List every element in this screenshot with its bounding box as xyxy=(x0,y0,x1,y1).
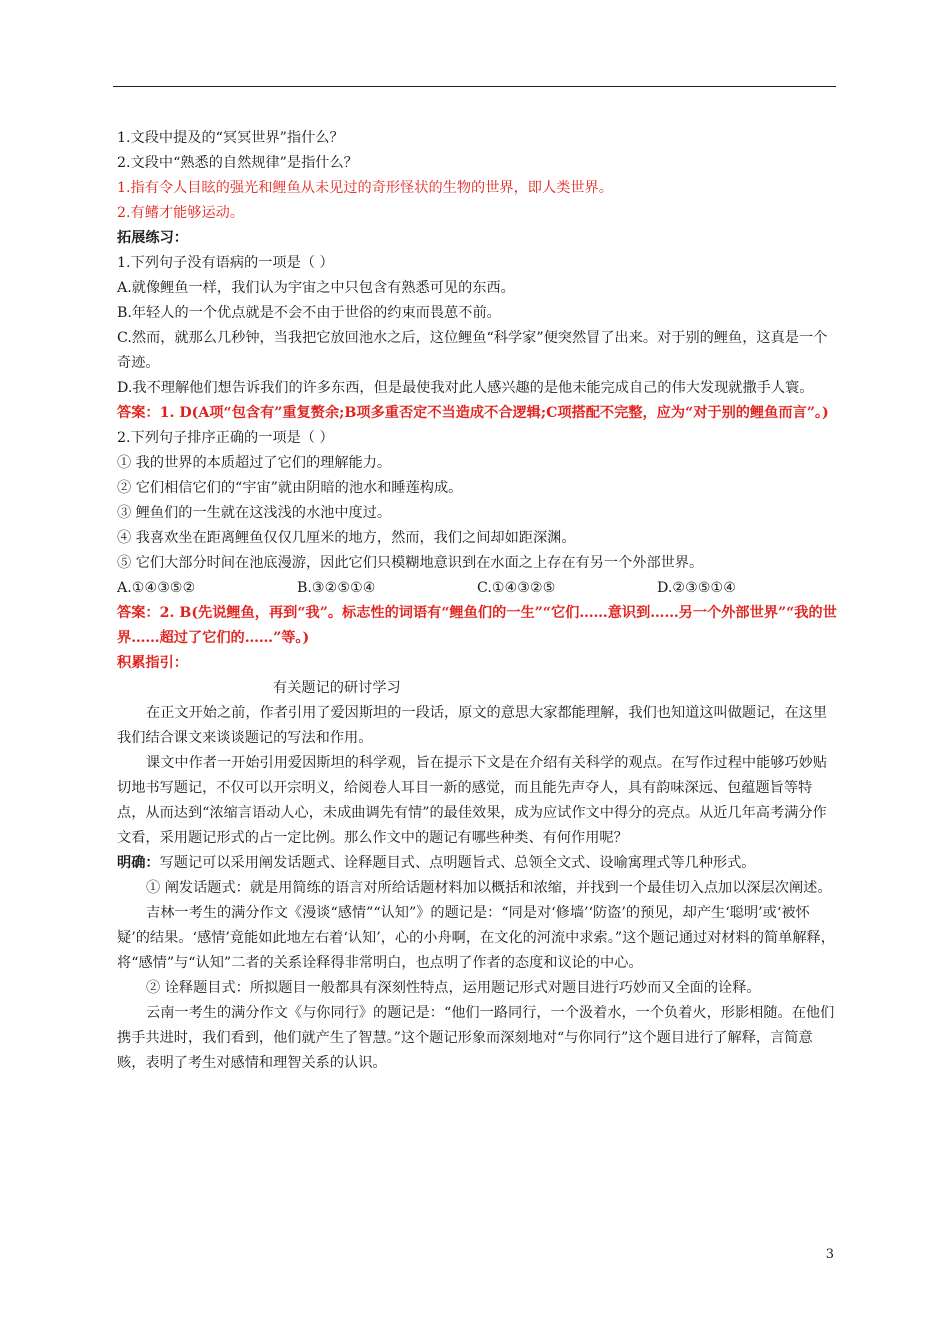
header-rule xyxy=(113,86,836,87)
ex2-stem: 2.下列句子排序正确的一项是（ ） xyxy=(117,430,334,446)
article-paragraph: 吉林一考生的满分作文《漫谈“感情”“认知”》的题记是：“同是对‘修墙’‘防盗’的预见，却产生‘聪明’或‘被怀疑’的结果。‘感情’竟能如此地左右着‘认知’，心的小舟啊，在文化的河流中求索。”这个题记通过对材料的简单解释，将“感情”与“认知”二者的关系诠释得非常明白，也点明了作者的态度和议论的中心。 xyxy=(117,905,835,971)
ex1-answer xyxy=(117,401,837,426)
answer-1: 1.指有令人目眩的强光和鲤鱼从未见过的奇形怪状的生物的世界，即人类世界。 xyxy=(117,180,613,196)
article-title: 有关题记的研讨学习 xyxy=(273,680,401,696)
ex2-sentence-3: ③ 鲤鱼们的一生就在这浅浅的水池中度过。 xyxy=(117,505,392,521)
ex1-option-b: B.年轻人的一个优点就是不会不由于世俗的约束而畏葸不前。 xyxy=(117,305,501,321)
answer-text: 1. D(A项“包含有”重复赘余;B项多重否定不当造成不合逻辑;C项搭配不完整，应为“对于别的鲤鱼而言”。) xyxy=(159,405,829,421)
ex2-sentence-4: ④ 我喜欢坐在距离鲤鱼仅仅几厘米的地方，然而，我们之间却如距深渊。 xyxy=(117,530,576,546)
ex2-option-a: A.①④③⑤② xyxy=(117,580,196,596)
ex2-option-c: C.①④③②⑤ xyxy=(477,580,556,596)
ex1-option-a: A.就像鲤鱼一样，我们认为宇宙之中只包含有熟悉可见的东西。 xyxy=(117,280,515,296)
article-paragraph: 课文中作者一开始引用爱因斯坦的科学观，旨在提示下文是在介绍有关科学的观点。在写作过程中能够巧妙贴切地书写题记，不仅可以开宗明义，给阅卷人耳目一新的感觉，而且能先声夺人，具有韵味深远、包蕴题旨等特点，从而达到“浓缩言语动人心，未成曲调先有情”的最佳效果，成为应试作文中得分的亮点。从近几年高考满分作文看，采用题记形式的占一定比例。那么作文中的题记有哪些种类、有何作用呢？ xyxy=(117,755,828,846)
mingque-text: 写题记可以采用阐发话题式、诠释题目式、点明题旨式、总领全文式、设喻寓理式等几种形式。 xyxy=(159,855,756,871)
ex2-answer xyxy=(117,601,837,651)
answer-text: 2. B(先说鲤鱼，再到“我”。标志性的词语有“鲤鱼们的一生”“它们……意识到……另一个外部世界”“我的世界……超过了它们的……”等。) xyxy=(117,605,837,646)
ex1-stem: 1.下列句子没有语病的一项是（ ） xyxy=(117,255,334,271)
question-1: 1.文段中提及的“冥冥世界”指什么？ xyxy=(117,130,344,146)
ex2-sentence-2: ② 它们相信它们的“宇宙”就由阴暗的池水和睡莲构成。 xyxy=(117,480,463,496)
ex2-option-b: B.③②⑤①④ xyxy=(297,580,376,596)
ex1-option-c: C.然而，就那么几秒钟，当我把它放回池水之后，这位鲤鱼“科学家”便突然冒了出来。对于别的鲤鱼，这真是一个奇迹。 xyxy=(117,330,828,371)
article-paragraph: 云南一考生的满分作文《与你同行》的题记是：“他们一路同行，一个汲着水，一个负着火，形影相随。在他们携手共进时，我们看到，他们就产生了智慧。”这个题记形象而深刻地对“与你同行”这个题目进行了解释，言简意赅，表明了考生对感情和理智关系的认识。 xyxy=(117,1005,835,1071)
accumulation-heading: 积累指引： xyxy=(117,655,188,671)
ex2-sentence-1: ① 我的世界的本质超过了它们的理解能力。 xyxy=(117,455,392,471)
article-paragraph: ① 阐发话题式：就是用简练的语言对所给话题材料加以概括和浓缩，并找到一个最佳切入点加以深层次阐述。 xyxy=(146,880,832,896)
page-number: 3 xyxy=(825,1247,834,1262)
mingque-paragraph xyxy=(117,851,837,876)
article-paragraph: 在正文开始之前，作者引用了爱因斯坦的一段话，原文的意思大家都能理解，我们也知道这叫做题记，在这里我们结合课文来谈谈题记的写法和作用。 xyxy=(117,705,828,746)
answer-label: 答案： xyxy=(117,405,160,421)
mingque-label: 明确： xyxy=(117,855,160,871)
extension-heading: 拓展练习： xyxy=(117,230,188,246)
answer-2: 2.有鳍才能够运动。 xyxy=(117,205,245,221)
article-paragraph: ② 诠释题目式：所拟题目一般都具有深刻性特点，运用题记形式对题目进行巧妙而又全面的诠释。 xyxy=(146,980,761,996)
page-content xyxy=(117,126,837,1076)
answer-label: 答案： xyxy=(117,605,160,621)
ex2-sentence-5: ⑤ 它们大部分时间在池底漫游，因此它们只模糊地意识到在水面之上存在有另一个外部世界。 xyxy=(117,555,704,571)
ex2-options xyxy=(117,576,837,601)
ex2-option-d: D.②③⑤①④ xyxy=(657,580,736,596)
ex1-option-d: D.我不理解他们想告诉我们的许多东西，但是最使我对此人感兴趣的是他未能完成自己的伟大发现就撒手人寰。 xyxy=(117,380,814,396)
question-2: 2.文段中“熟悉的自然规律”是指什么？ xyxy=(117,155,358,171)
